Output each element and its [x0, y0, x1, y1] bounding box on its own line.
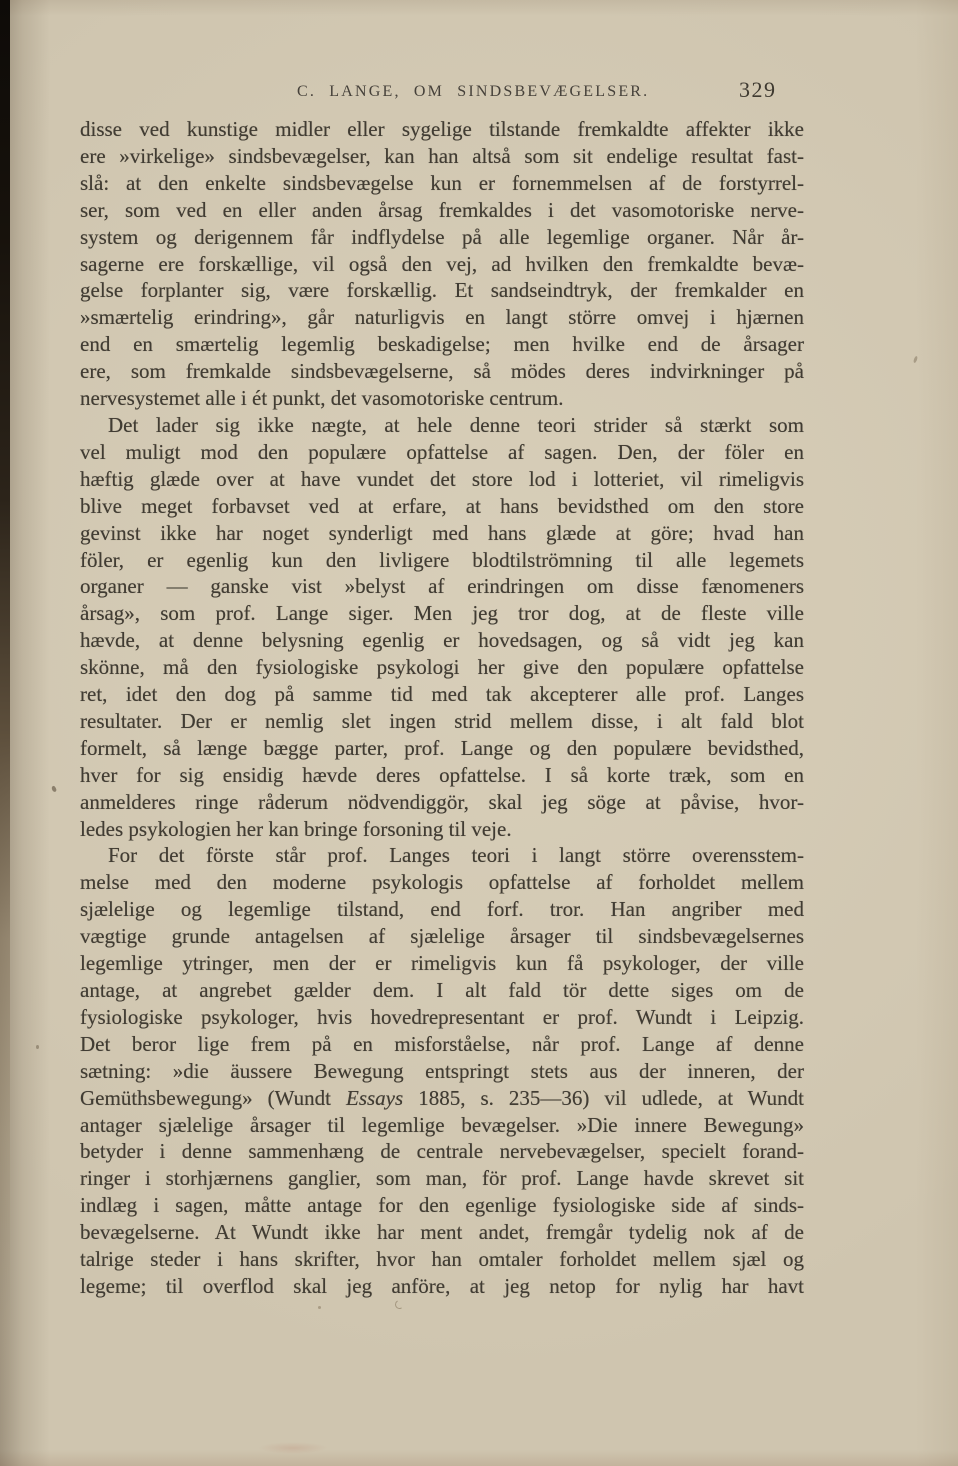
text-line: sagerne ere forskællige, vil også den vej, ad hvilken den fremkaldte bevæ-	[80, 251, 804, 276]
text-line: Gemüthsbewegung» (Wundt Essays 1885, s. 235—36) vil udlede, at Wundt	[80, 1085, 804, 1110]
text-line: vægtige grunde antagelsen af sjælelige årsager til sindsbevægelsernes	[80, 924, 804, 949]
text-line: legemlige ytringer, men der er rimeligvis kun få psykologer, der ville	[80, 951, 804, 976]
binding-shadow	[0, 0, 50, 1466]
text-line: hævde, at denne belysning egenlig er hovedsagen, og så vidt jeg kan	[80, 628, 804, 653]
text-line: föler, er egenlig kun den livligere blodtilströmning til alle legemets	[80, 547, 804, 572]
text-line: gelse forplanter sig, være forskællig. Et sandseindtryk, der fremkalder en	[80, 278, 804, 303]
text-line: antage, at angrebet gælder dem. I alt fald tör dette siges om de	[80, 978, 804, 1002]
text-line: årsag», som prof. Lange siger. Men jeg tror dog, at de fleste ville	[80, 601, 804, 626]
page-body	[80, 116, 804, 1300]
text-line: formelt, så længe bægge parter, prof. Lange og den populære bevidsthed,	[80, 735, 804, 760]
text-line: melse med den moderne psykologis opfattelse af forholdet mellem	[80, 870, 804, 895]
text-line: vel muligt mod den populære opfattelse af sagen. Den, der föler en	[80, 439, 804, 464]
scan-smudge	[258, 1442, 328, 1454]
text-line: legeme; til overflod skal jeg anföre, at jeg netop for nylig har havt	[80, 1273, 804, 1298]
text-line: talrige steder i hans skrifter, hvor han omtaler forholdet mellem sjæl og	[80, 1247, 804, 1272]
text-line: ere, som fremkalde sindsbevægelserne, så mödes deres indvirkninger på	[80, 359, 804, 384]
text-line: sjælelige og legemlige tilstand, end forf. tror. Han angriber med	[80, 897, 804, 922]
text-line: Det lader sig ikke nægte, at hele denne teori strider så stærkt som	[108, 412, 804, 437]
scan-speck	[913, 356, 918, 364]
text-line: blive meget forbavset ved at erfare, at hans bevidsthed om den store	[80, 493, 804, 518]
text-line: nervesystemet alle i ét punkt, det vasomotoriske centrum.	[80, 386, 564, 411]
text-line: ret, idet den dog på samme tid med tak akcepterer alle prof. Langes	[80, 682, 804, 707]
text-line: sætning: »die äussere Bewegung entspringt stets aus der inneren, der	[80, 1058, 804, 1083]
text-line: ringer i storhjærnens ganglier, som man, för prof. Lange havde skrevet sit	[80, 1166, 804, 1191]
text-line: hver for sig ensidig hævde deres opfattelse. I så korte træk, som en	[80, 762, 804, 787]
text-line: For det förste står prof. Langes teori i langt större overensstem-	[108, 843, 804, 868]
binding-edge	[0, 0, 10, 1466]
text-line: gevinst ikke har noget synderligt med hans glæde at göre; hvad han	[80, 520, 804, 545]
text-line: bevægelserne. At Wundt ikke har ment andet, fremgår tydelig nok af de	[80, 1220, 804, 1245]
text-line: ser, som ved en eller anden årsag fremkaldes i det vasomotoriske nerve-	[80, 197, 804, 222]
text-line: antager sjælelige årsager til legemlige bevægelser. »Die innere Bewegung»	[80, 1112, 804, 1137]
scan-speck	[318, 1306, 321, 1309]
scan-speck	[394, 1299, 405, 1310]
scan-speck	[51, 785, 57, 792]
text-line: »smærtelig erindring», går naturligvis en langt större omvej i hjærnen	[80, 305, 804, 330]
text-line: betyder i denne sammenhæng de centrale nervebevægelser, specielt forand-	[80, 1139, 804, 1164]
text-line: organer — ganske vist »belyst af erindringen om disse fænomeners	[80, 574, 804, 599]
text-line: indlæg i sagen, måtte antage for den egenlige fysiologiske side af sinds-	[80, 1193, 804, 1218]
text-line: hæftig glæde over at have vundet det store lod i lotteriet, vil rimeligvis	[80, 466, 804, 491]
page-number: 329	[739, 77, 777, 102]
text-line: system og derigennem får indflydelse på alle legemlige organer. Når år-	[80, 224, 804, 249]
text-line: disse ved kunstige midler eller sygelige tilstande fremkaldte affekter ikke	[80, 117, 804, 141]
text-line: Det beror lige frem på en misforståelse, når prof. Lange af denne	[80, 1031, 804, 1056]
scan-speck	[36, 1045, 39, 1049]
page-header	[0, 79, 958, 109]
text-line: fysiologiske psykologer, hvis hovedrepresentant er prof. Wundt i Leipzig.	[80, 1004, 804, 1029]
text-line: ere »virkelige» sindsbevægelser, kan han altså som sit endelige resultat fast-	[80, 143, 804, 168]
text-line: ledes psykologien her kan bringe forsoning til veje.	[80, 816, 512, 841]
text-line: end en smærtelig legemlig beskadigelse; men hvilke end de årsager	[80, 332, 804, 357]
text-line: slå: at den enkelte sindsbevægelse kun er fornemmelsen af de forstyrrel-	[80, 170, 804, 195]
running-title: C. LANGE, OM SINDSBEVÆGELSER.	[297, 83, 650, 100]
text-line: anmelderes ringe råderum nödvendiggör, skal jeg söge at påvise, hvor-	[80, 789, 804, 814]
text-line: skönne, må den fysiologiske psykologi her give den populære opfattelse	[80, 655, 804, 680]
text-line: resultater. Der er nemlig slet ingen strid mellem disse, i alt fald blot	[80, 708, 804, 733]
